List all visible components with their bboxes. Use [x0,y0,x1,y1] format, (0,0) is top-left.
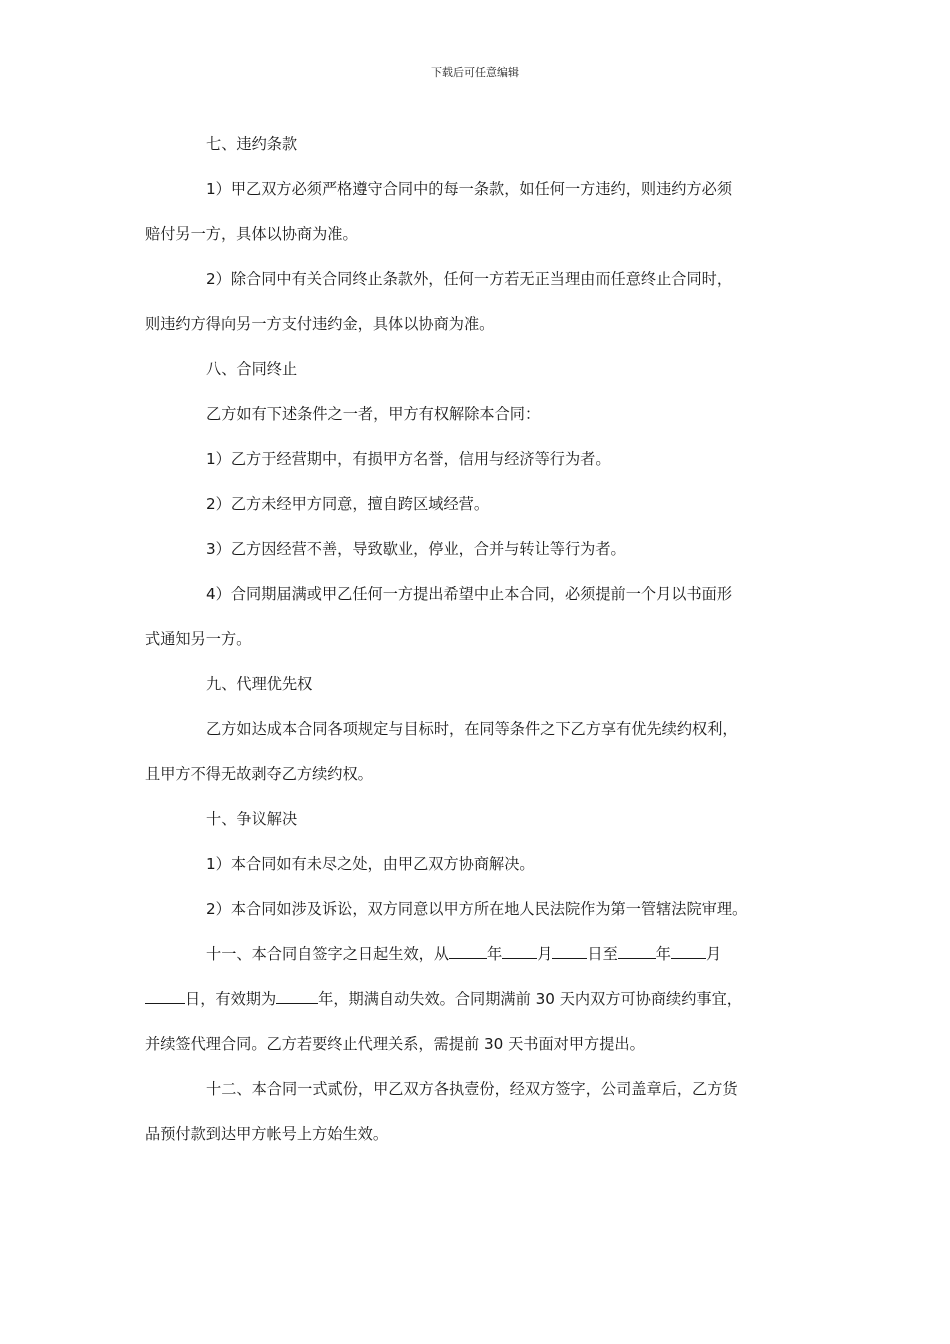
paragraph-line: 1）乙方于经营期中，有损甲方名誉，信用与经济等行为者。 [206,450,611,468]
start-month-blank [502,943,537,959]
section-heading-priority: 九、代理优先权 [206,675,313,693]
section-heading-dispute: 十、争议解决 [206,810,298,828]
validity-years-blank [276,988,318,1004]
contract-body [145,122,810,1157]
paragraph-line: 赔付另一方，具体以协商为准。 [145,225,358,243]
paragraph-line-term [145,932,810,977]
term-text: 年 [487,945,503,963]
paragraph-line: 1）甲乙双方必须严格遵守合同中的每一条款，如任何一方违约，则违约方必须 [206,180,733,198]
term-text: 月 [537,945,553,963]
paragraph-line: 2）除合同中有关合同终止条款外，任何一方若无正当理由而任意终止合同时， [206,270,733,288]
start-day-blank [552,943,587,959]
header-note: 下载后可任意编辑 [431,66,519,79]
paragraph-line: 则违约方得向另一方支付违约金，具体以协商为准。 [145,315,495,333]
paragraph-line-term [145,977,810,1022]
paragraph-line: 式通知另一方。 [145,630,252,648]
paragraph-line: 3）乙方因经营不善，导致歇业，停业，合并与转让等行为者。 [206,540,626,558]
term-text: 十一、本合同自签字之日起生效，从 [206,945,449,963]
paragraph-line: 乙方如达成本合同各项规定与目标时，在同等条件之下乙方享有优先续约权利， [206,720,738,738]
term-text: 日，有效期为 [185,990,277,1008]
start-year-blank [449,943,487,959]
end-month-blank [671,943,706,959]
paragraph-line: 1）本合同如有未尽之处，由甲乙双方协商解决。 [206,855,535,873]
term-text: 年，期满自动失效。合同期满前 30 天内双方可协商续约事宜， [318,990,742,1008]
paragraph-line: 且甲方不得无故剥夺乙方续约权。 [145,765,373,783]
paragraph-line: 十二、本合同一式贰份，甲乙双方各执壹份，经双方签字，公司盖章后，乙方货 [206,1080,738,1098]
paragraph-line: 4）合同期届满或甲乙任何一方提出希望中止本合同，必须提前一个月以书面形 [206,585,733,603]
end-day-blank [145,988,185,1004]
end-year-blank [618,943,656,959]
paragraph-line: 乙方如有下述条件之一者，甲方有权解除本合同： [206,405,541,423]
term-text: 年 [655,945,671,963]
term-text: 日至 [587,945,618,963]
section-heading-breach: 七、违约条款 [206,135,298,153]
term-text: 月 [705,945,722,963]
section-heading-termination: 八、合同终止 [206,360,298,378]
paragraph-line: 2）本合同如涉及诉讼，双方同意以甲方所在地人民法院作为第一管辖法院审理。 [206,900,748,918]
paragraph-line: 品预付款到达甲方帐号上方始生效。 [145,1125,388,1143]
paragraph-line: 2）乙方未经甲方同意，擅自跨区域经营。 [206,495,490,513]
paragraph-line: 并续签代理合同。乙方若要终止代理关系，需提前 30 天书面对甲方提出。 [145,1035,645,1053]
